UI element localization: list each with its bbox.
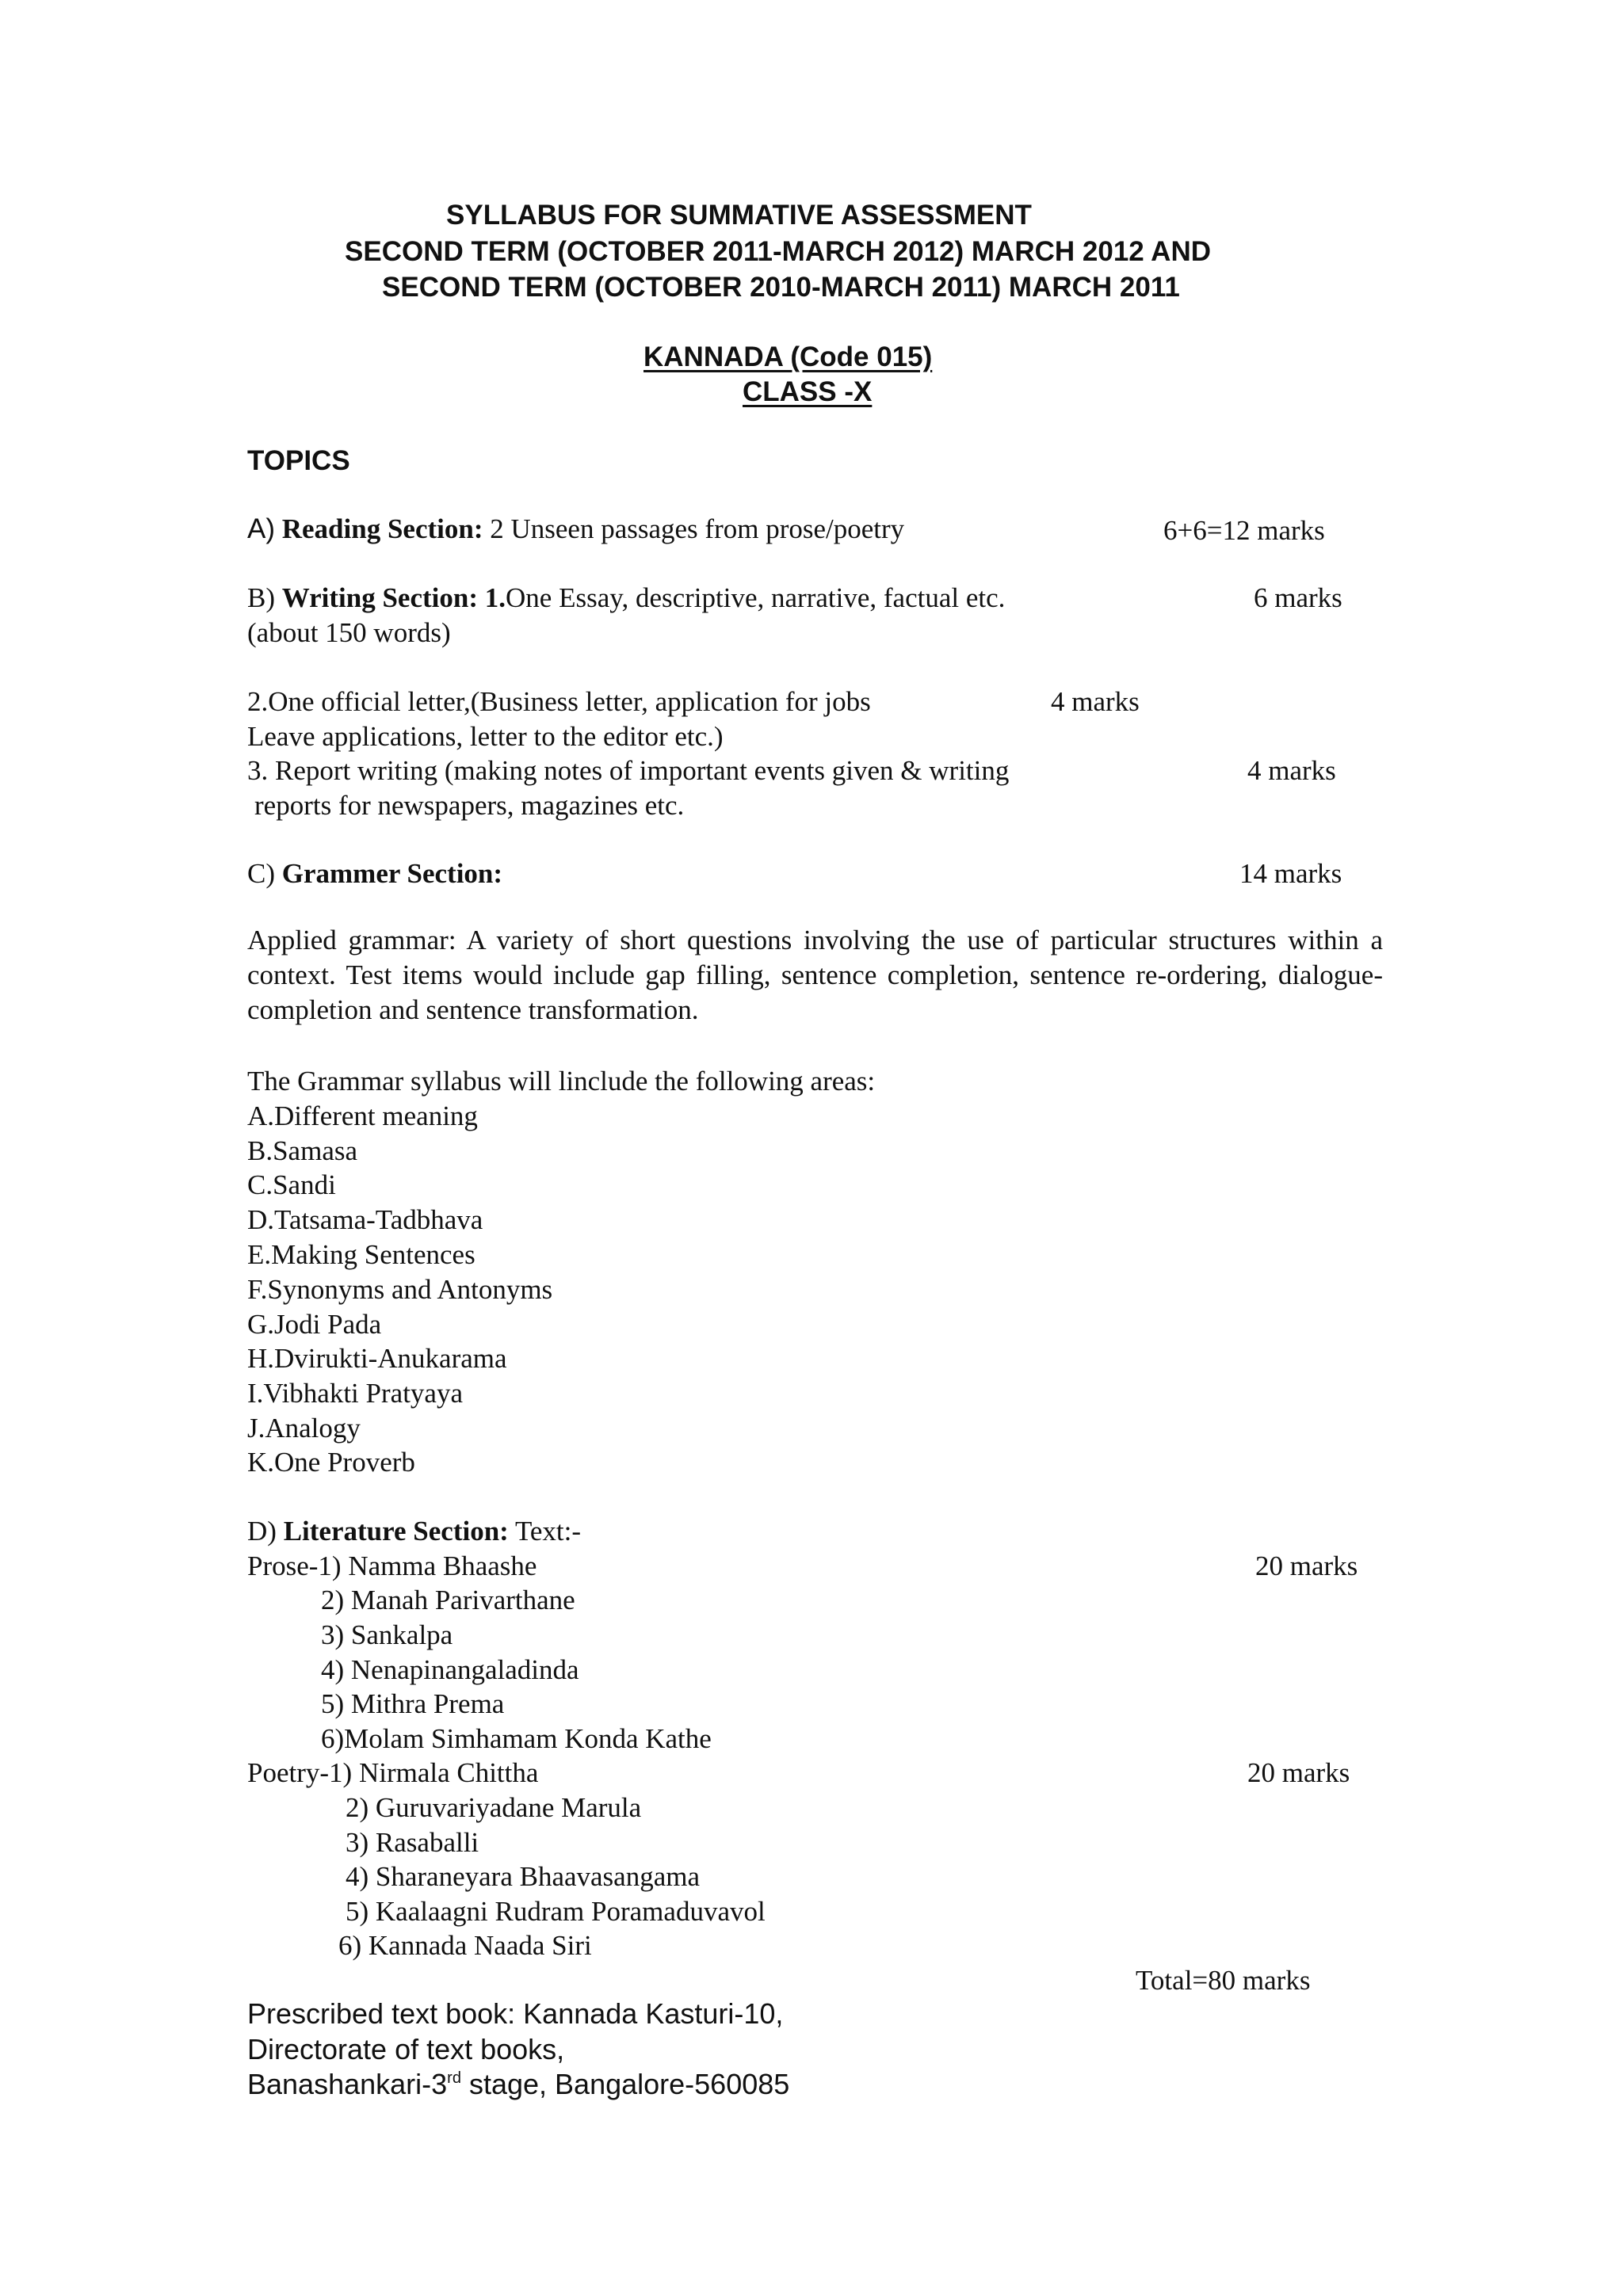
grammar-prefix: C) xyxy=(247,858,275,889)
title-line-1: SYLLABUS FOR SUMMATIVE ASSESSMENT xyxy=(446,200,1032,231)
address-text: Banashankari-3 xyxy=(247,2068,448,2100)
grammar-area-item: A.Different meaning xyxy=(247,1100,478,1131)
prose-item: 3) Sankalpa xyxy=(321,1619,453,1650)
reading-section-title: Reading Section: xyxy=(281,513,483,544)
subject-heading: KANNADA (Code 015) xyxy=(643,341,933,372)
grammar-area-item: G.Jodi Pada xyxy=(247,1309,382,1340)
prose-item: 6)Molam Simhamam Konda Kathe xyxy=(321,1723,712,1754)
poetry-label: Poetry-1) Nirmala Chittha xyxy=(247,1757,539,1788)
prose-item: 4) Nenapinangaladinda xyxy=(321,1654,579,1685)
grammar-area-item: E.Making Sentences xyxy=(247,1239,475,1270)
prose-label: Prose-1) Namma Bhaashe xyxy=(247,1550,537,1581)
literature-section-title: Literature Section: xyxy=(283,1516,509,1547)
grammar-areas-intro: The Grammar syllabus will linclude the following areas: xyxy=(247,1066,876,1097)
writing-item-3-marks: 4 marks xyxy=(1247,755,1336,786)
reading-marks: 6+6=12 marks xyxy=(1163,515,1325,546)
total-marks: Total=80 marks xyxy=(1136,1965,1311,1996)
writing-item-2-marks: 4 marks xyxy=(1051,686,1140,717)
writing-item-1: One Essay, descriptive, narrative, factual etc. xyxy=(506,582,1006,613)
grammar-area-item: I.Vibhakti Pratyaya xyxy=(247,1378,463,1409)
grammar-area-item: D.Tatsama-Tadbhava xyxy=(247,1204,483,1235)
grammar-area-item: F.Synonyms and Antonyms xyxy=(247,1274,553,1305)
prose-marks: 20 marks xyxy=(1255,1550,1358,1581)
poetry-item: 6) Kannada Naada Siri xyxy=(338,1930,592,1961)
address-text-rest: stage, Bangalore-560085 xyxy=(460,2068,790,2100)
writing-note: (about 150 words) xyxy=(247,617,451,648)
prose-item: 5) Mithra Prema xyxy=(321,1688,505,1719)
writing-marks: 6 marks xyxy=(1254,582,1342,613)
poetry-item: 3) Rasaballi xyxy=(346,1827,479,1858)
poetry-item: 4) Sharaneyara Bhaavasangama xyxy=(346,1861,701,1892)
writing-section-title: Writing Section: 1. xyxy=(281,582,506,613)
class-heading: CLASS -X xyxy=(743,376,873,407)
grammar-area-item: H.Dvirukti-Anukarama xyxy=(247,1343,507,1374)
poetry-marks: 20 marks xyxy=(1247,1757,1350,1788)
reading-prefix: A) xyxy=(247,513,275,544)
writing-item-3-line-2: reports for newspapers, magazines etc. xyxy=(254,790,685,821)
textbook-line-2: Directorate of text books, xyxy=(247,2033,565,2065)
writing-item-2-line-2: Leave applications, letter to the editor etc.) xyxy=(247,721,724,752)
literature-prefix: D) xyxy=(247,1516,277,1547)
grammar-marks: 14 marks xyxy=(1239,858,1342,889)
literature-section-line xyxy=(247,1517,581,1545)
writing-section-line xyxy=(247,584,1005,612)
writing-prefix: B) xyxy=(247,582,275,613)
reading-section-line xyxy=(247,515,904,543)
writing-item-3-line-1: 3. Report writing (making notes of important events given & writing xyxy=(247,755,1010,786)
poetry-item: 5) Kaalaagni Rudram Poramaduvavol xyxy=(346,1896,766,1927)
grammar-area-item: B.Samasa xyxy=(247,1135,358,1166)
writing-item-2-line-1: 2.One official letter,(Business letter, application for jobs xyxy=(247,686,871,717)
poetry-item: 2) Guruvariyadane Marula xyxy=(346,1792,642,1823)
grammar-area-item: K.One Proverb xyxy=(247,1447,415,1478)
title-line-2: SECOND TERM (OCTOBER 2011-MARCH 2012) MARCH 2012 AND xyxy=(345,236,1211,267)
textbook-line-1: Prescribed text book: Kannada Kasturi-10, xyxy=(247,1997,784,2030)
grammar-area-item: J.Analogy xyxy=(247,1413,361,1444)
grammar-area-item: C.Sandi xyxy=(247,1169,336,1200)
title-line-3: SECOND TERM (OCTOBER 2010-MARCH 2011) MARCH 2011 xyxy=(382,272,1180,303)
reading-section-text: 2 Unseen passages from prose/poetry xyxy=(483,513,905,544)
grammar-paragraph: Applied grammar: A variety of short questions involving the use of particular structures within a context. Test items would include gap filling, sentence completion, sentence re-ordering, dialogue-completion and sentence transformation. xyxy=(247,925,1383,1025)
prose-item: 2) Manah Parivarthane xyxy=(321,1585,575,1615)
textbook-line-3 xyxy=(247,2070,789,2099)
ordinal-superscript: rd xyxy=(447,2069,461,2087)
grammar-section-line xyxy=(247,860,502,887)
topics-heading: TOPICS xyxy=(247,445,350,476)
literature-section-text: Text:- xyxy=(508,1516,582,1547)
grammar-section-title: Grammer Section: xyxy=(281,858,503,889)
